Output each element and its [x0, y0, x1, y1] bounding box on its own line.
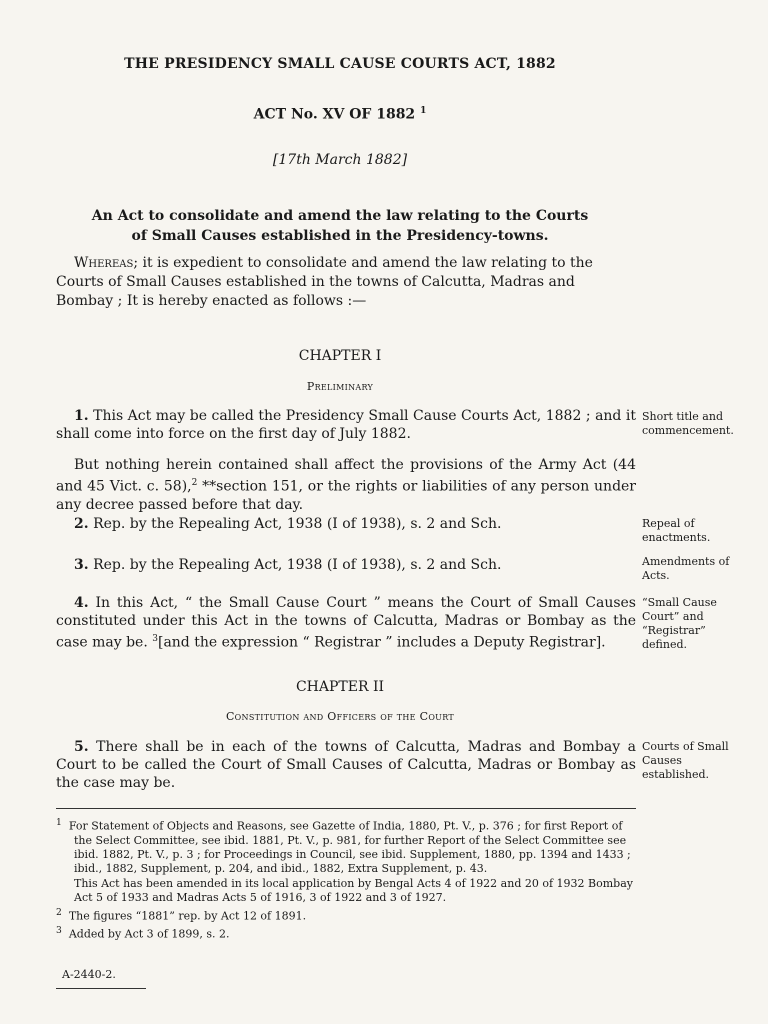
- footnote-1-text: For Statement of Objects and Reasons, see Gazette of India, 1880, Pt. V., p. 376 ; for first Report of the Select Committee, see ibid. 1881, Pt. V., p. 981, for further Report of the Select Committee see ibid. 1882, Pt. V., p. 3 ; for Proceedings in Council, see ibid. Supplement, 1880, pp. 1394 and 1433 ; ibid., 1882, Supplement, p. 204, and ibid., 1882, Extra Supplement, p. 43.: [68, 819, 631, 875]
- margin-note-section-1: Short title and commencement.: [642, 410, 734, 437]
- section-1-number: 1.: [74, 408, 89, 424]
- section-3: [56, 556, 636, 574]
- section-4-number: 4.: [74, 595, 89, 611]
- preamble-text: ; it is expedient to consolidate and amend the law relating to the Courts of Small Causes established in the towns of Calcutta, Madras and Bombay ; It is hereby enacted as follows :—: [56, 255, 593, 309]
- footnotes: [56, 816, 636, 943]
- footnote-divider: [56, 808, 636, 809]
- act-number: [60, 106, 620, 123]
- section-2-number: 2.: [74, 516, 89, 532]
- section-5: [56, 738, 636, 792]
- long-title-line-1: An Act to consolidate and amend the law relating to the Courts: [91, 208, 589, 224]
- act-title: THE PRESIDENCY SMALL CAUSE COURTS ACT, 1882: [124, 56, 556, 72]
- section-3-text: Rep. by the Repealing Act, 1938 (I of 1938), s. 2 and Sch.: [93, 557, 502, 573]
- footnote-3-mark: 3: [56, 925, 62, 937]
- page-code: A-2440-2.: [62, 968, 116, 981]
- section-2: [56, 515, 636, 533]
- footnote-2-text: The figures “1881” rep. by Act 12 of 1891.: [68, 909, 307, 923]
- margin-note-section-3: Amendments of Acts.: [642, 555, 730, 582]
- footnote-ref-1: 1: [420, 106, 427, 116]
- section-1-proviso-b: **section 151, or the rights or liabilities of any person under any decree passed before that day.: [56, 478, 637, 513]
- footnote-ref-2: 2: [191, 478, 198, 488]
- act-date: [17th March 1882]: [272, 152, 408, 168]
- footnote-ref-3: 3: [152, 634, 158, 644]
- section-2-text: Rep. by the Repealing Act, 1938 (I of 1938), s. 2 and Sch.: [93, 516, 502, 532]
- section-4-text-b: [and the expression “ Registrar ” includes a Deputy Registrar].: [157, 634, 606, 651]
- section-3-number: 3.: [74, 557, 89, 573]
- section-4-text-a: In this Act, “ the Small Cause Court ” means the Court of Small Causes constituted under this Act in the towns of Calcutta, Madras or Bombay as the case may be.: [56, 595, 636, 651]
- chapter-1-title: CHAPTER I: [298, 348, 382, 364]
- section-1-text: This Act may be called the Presidency Small Cause Courts Act, 1882 ; and it shall come into force on the first day of July 1882.: [56, 408, 636, 442]
- footnote-3: [56, 924, 636, 942]
- chapter-2-title: CHAPTER II: [295, 679, 385, 695]
- preamble-whereas: Whereas: [74, 255, 134, 271]
- footnote-3-text: Added by Act 3 of 1899, s. 2.: [68, 927, 230, 941]
- section-5-number: 5.: [74, 739, 89, 755]
- section-5-text: There shall be in each of the towns of Calcutta, Madras and Bombay a Court to be called the Court of Small Causes of Calcutta, Madras or Bombay as the case may be.: [56, 739, 636, 791]
- long-title-line-2: of Small Causes established in the Presidency-towns.: [131, 228, 549, 244]
- section-1-proviso: [56, 456, 636, 514]
- footnote-1: [56, 816, 636, 876]
- footnote-1-mark: 1: [56, 817, 62, 828]
- section-1-proviso-a: But nothing herein contained shall affect the provisions of the Army Act (44 and 45 Vict. c. 58),: [56, 457, 636, 495]
- page-code-rule: [56, 988, 146, 989]
- footnote-2: [56, 906, 636, 924]
- margin-note-section-4: “Small Cause Court” and “Registrar” defined.: [642, 596, 717, 651]
- section-4: [56, 594, 636, 652]
- footnote-1-continued: This Act has been amended in its local application by Bengal Acts 4 of 1922 and 20 of 1932 Bombay Act 5 of 1933 and Madras Acts 5 of 1916, 3 of 1922 and 3 of 1927.: [74, 876, 633, 904]
- margin-note-section-2: Repeal of enactments.: [642, 517, 711, 544]
- margin-note-section-5: Courts of Small Causes established.: [642, 740, 729, 781]
- section-1: [56, 407, 636, 443]
- act-number-text: ACT No. XV OF 1882: [253, 106, 416, 123]
- footnote-2-mark: 2: [56, 906, 62, 918]
- long-title: [60, 206, 620, 246]
- chapter-2-heading: Constitution and Officers of the Court: [225, 710, 455, 723]
- chapter-1-heading: Preliminary: [306, 380, 374, 393]
- preamble: [56, 254, 636, 311]
